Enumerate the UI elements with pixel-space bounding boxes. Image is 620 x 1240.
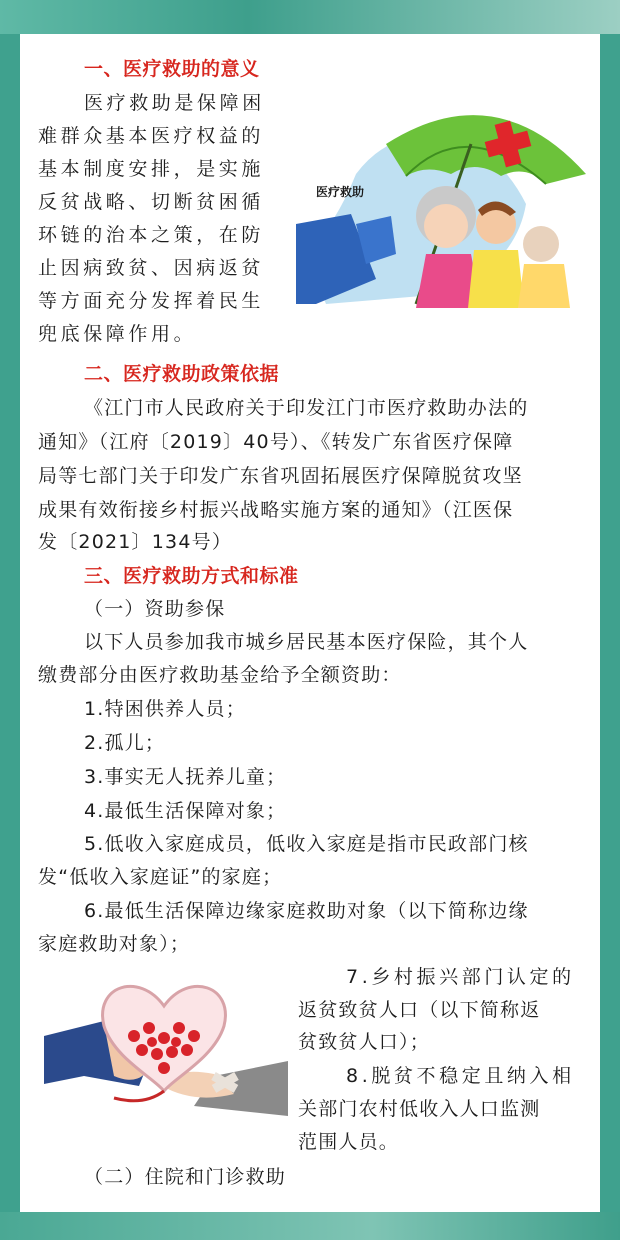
list-item: 1.特困供养人员； [84, 698, 246, 720]
side-list-item: 关部门农村低收入人口监测 [298, 1098, 541, 1120]
section1-line: 止因病致贫、因病返贫 [38, 257, 265, 279]
medical-aid-umbrella-illustration [296, 104, 594, 308]
heart-in-hands-illustration [44, 966, 288, 1116]
section1-heading: 一、医疗救助的意义 [84, 58, 260, 80]
list-item: 2.孤儿； [84, 732, 166, 754]
section1-line: 难群众基本医疗权益的 [38, 125, 265, 147]
section3-intro-line: 缴费部分由医疗救助基金给予全额资助： [38, 664, 402, 686]
side-list-item: 范围人员。 [298, 1131, 400, 1153]
side-list-item: 7.乡村振兴部门认定的 [346, 966, 575, 988]
list-item: 3.事实无人抚养儿童； [84, 766, 287, 788]
section2-line: 《江门市人民政府关于印发江门市医疗救助办法的 [84, 397, 529, 419]
section2-line: 局等七部门关于印发广东省巩固拓展医疗保障脱贫攻坚 [38, 465, 523, 487]
section2-line: 通知》（江府〔2019〕40号）、《转发广东省医疗保障 [38, 431, 514, 453]
section1-line: 基本制度安排，是实施 [38, 158, 265, 180]
top-decorative-band [0, 0, 620, 34]
list-item: 5.低收入家庭成员，低收入家庭是指市民政部门核 [84, 833, 529, 855]
section2-line: 发〔2021〕134号） [38, 531, 233, 553]
list-item: 发“低收入家庭证”的家庭； [38, 866, 283, 888]
side-list-item: 贫致贫人口）； [298, 1031, 430, 1053]
section3-intro-line: 以下人员参加我市城乡居民基本医疗保险，其个人 [84, 631, 529, 653]
section1-line: 反贫战略、切断贫困循 [38, 191, 265, 213]
bottom-decorative-band [0, 1212, 620, 1240]
section3-heading: 三、医疗救助方式和标准 [84, 565, 299, 587]
list-item: 家庭救助对象）； [38, 933, 191, 955]
section1-line: 环链的治本之策，在防 [38, 224, 265, 246]
list-item: 6.最低生活保障边缘家庭救助对象（以下简称边缘 [84, 900, 529, 922]
subsection-inpatient-outpatient: （二）住院和门诊救助 [84, 1166, 287, 1188]
illustration-label: 医疗救助 [316, 185, 365, 199]
subsection-funded-insurance: （一）资助参保 [84, 598, 226, 620]
section1-line: 医疗救助是保障困 [84, 92, 265, 114]
side-list-item: 返贫致贫人口（以下简称返 [298, 999, 541, 1021]
section1-line: 兜底保障作用。 [38, 323, 197, 345]
section2-heading: 二、医疗救助政策依据 [84, 363, 280, 385]
section1-line: 等方面充分发挥着民生 [38, 290, 265, 312]
side-list-item: 8.脱贫不稳定且纳入相 [346, 1065, 575, 1087]
section2-line: 成果有效衔接乡村振兴战略实施方案的通知》（江医保 [38, 499, 514, 521]
list-item: 4.最低生活保障对象； [84, 800, 287, 822]
